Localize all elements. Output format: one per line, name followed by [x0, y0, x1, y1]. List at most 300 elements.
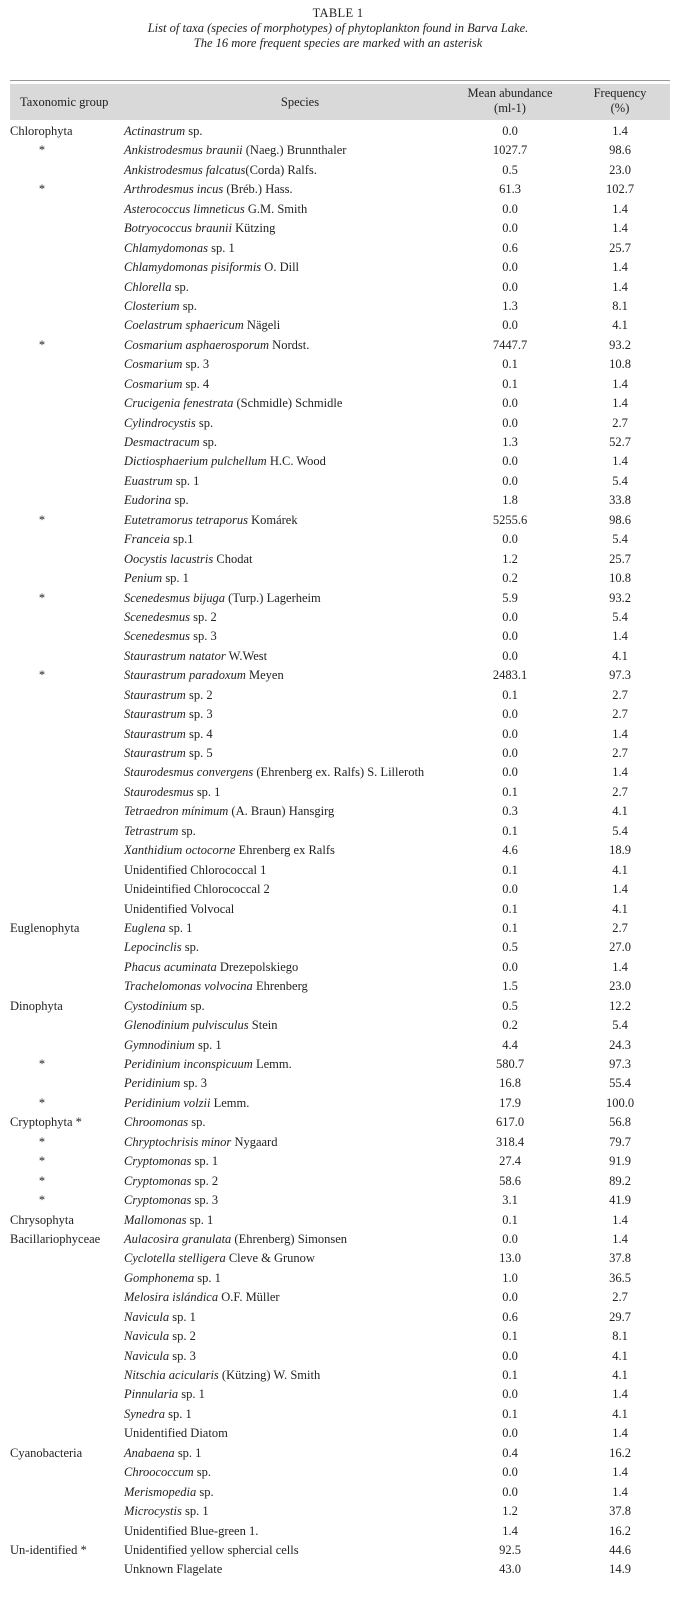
table-row — [10, 1463, 670, 1482]
frequency-cell: 24.3 — [609, 1037, 631, 1052]
species-authority: sp. 2 — [189, 609, 217, 624]
species-authority: sp. — [185, 124, 203, 138]
table-row — [10, 1385, 670, 1404]
species-authority: sp. 1 — [194, 1270, 221, 1285]
frequency-cell: 1.4 — [612, 629, 628, 644]
species-cell — [124, 1055, 292, 1074]
species-authority: Lemm. — [210, 1095, 250, 1110]
frequency-cell: 25.7 — [609, 240, 631, 255]
table-row — [10, 258, 670, 277]
species-authority: Chodat — [213, 551, 253, 566]
table-row — [10, 200, 670, 219]
species-cell — [124, 200, 307, 219]
frequent-species-marker: * — [38, 337, 46, 352]
taxonomic-group-cell: Chlorophyta — [10, 124, 73, 138]
species-italic-name: Desmactracum — [124, 435, 200, 449]
frequency-cell: 29.7 — [609, 1309, 631, 1324]
frequency-cell: 37.8 — [609, 1251, 631, 1266]
table-row — [10, 511, 670, 530]
species-cell — [124, 686, 213, 705]
frequency-cell: 1.4 — [612, 959, 628, 974]
species-authority: sp. 1 — [169, 1309, 196, 1324]
species-italic-name: Penium — [124, 571, 163, 586]
species-authority: (Kützing) W. Smith — [218, 1368, 321, 1382]
frequency-cell: 1.4 — [612, 726, 628, 741]
species-authority: Komárek — [247, 512, 298, 527]
mean-abundance-cell: 0.0 — [502, 648, 518, 663]
species-cell — [124, 919, 192, 938]
table-row — [10, 1522, 670, 1541]
species-cell — [124, 491, 189, 510]
species-italic-name: Chroomonas — [124, 1115, 189, 1130]
mean-abundance-cell: 1.3 — [502, 298, 518, 313]
table-row — [10, 802, 670, 821]
mean-abundance-cell: 0.5 — [502, 940, 518, 955]
table-row — [10, 1152, 670, 1171]
mean-abundance-cell: 1.2 — [502, 1504, 518, 1519]
species-italic-name: Mallomonas — [124, 1212, 187, 1227]
frequent-species-marker: * — [38, 1095, 46, 1110]
species-authority: sp. — [181, 940, 200, 955]
mean-abundance-cell: 1.8 — [502, 493, 518, 508]
frequency-cell: 2.7 — [612, 784, 628, 799]
table-row — [10, 569, 670, 588]
species-cell — [124, 511, 298, 530]
taxonomic-group-cell: Un-identified * — [10, 1542, 87, 1557]
species-italic-name: Staurastrum paradoxum — [124, 668, 246, 683]
frequency-cell: 2.7 — [612, 920, 628, 935]
species-cell — [124, 1249, 315, 1268]
species-italic-name: Anabaena — [124, 1445, 175, 1460]
mean-abundance-cell: 5255.6 — [492, 512, 528, 527]
table-row — [10, 958, 670, 977]
mean-abundance-cell: 318.4 — [495, 1134, 525, 1149]
frequency-cell: 1.4 — [612, 765, 628, 780]
species-italic-name: Cosmarium — [124, 357, 183, 372]
species-cell — [124, 783, 220, 802]
mean-abundance-cell: 0.0 — [502, 1387, 518, 1402]
species-authority: sp. 1 — [191, 1154, 219, 1169]
header-mean-abundance — [465, 86, 555, 116]
species-authority: sp. 1 — [162, 571, 189, 586]
frequency-cell: 2.7 — [612, 707, 628, 722]
species-italic-name: Cystodinium — [124, 998, 188, 1013]
table-row — [10, 1560, 670, 1579]
mean-abundance-cell: 2483.1 — [492, 668, 528, 683]
species-authority: Ehrenberg — [252, 979, 308, 994]
taxonomic-group-cell: Chrysophyta — [10, 1212, 74, 1227]
species-cell — [124, 414, 213, 433]
frequent-species-marker: * — [38, 1134, 46, 1149]
frequency-cell: 1.4 — [612, 1387, 628, 1402]
mean-abundance-cell: 617.0 — [495, 1115, 525, 1130]
species-cell — [124, 1172, 218, 1191]
species-cell — [124, 1094, 249, 1113]
table-row — [10, 647, 670, 666]
species-italic-name: Melosira islándica — [124, 1290, 219, 1305]
frequent-species-marker: * — [38, 1173, 46, 1188]
species-cell — [124, 958, 298, 977]
species-authority: (Schmidle) Schmidle — [233, 396, 343, 411]
species-cell — [124, 452, 326, 471]
header-frequency — [570, 86, 670, 116]
species-italic-name: Arthrodesmus incus — [124, 182, 224, 197]
species-cell — [124, 550, 252, 569]
species-cell — [124, 938, 199, 957]
table-row — [10, 841, 670, 860]
species-italic-name: Chryptochrisis minor — [124, 1134, 232, 1149]
species-cell — [124, 841, 335, 860]
species-italic-name: Staurodesmus convergens — [124, 765, 254, 780]
frequency-cell: 1.4 — [612, 221, 628, 236]
species-cell — [124, 180, 293, 199]
mean-abundance-cell: 0.0 — [502, 396, 518, 411]
frequency-cell: 2.7 — [612, 746, 628, 760]
table-row — [10, 1366, 670, 1385]
table-row — [10, 938, 670, 957]
table-row — [10, 1288, 670, 1307]
frequency-cell: 55.4 — [609, 1076, 631, 1091]
mean-abundance-cell: 0.1 — [502, 1329, 518, 1344]
species-authority: sp. 1 — [164, 1406, 192, 1421]
table-row — [10, 705, 670, 724]
species-italic-name: Coelastrum sphaericum — [124, 318, 244, 333]
frequency-cell: 89.2 — [609, 1173, 631, 1188]
species-italic-name: Gomphonema — [124, 1270, 195, 1285]
mean-abundance-cell: 0.1 — [502, 901, 518, 916]
frequency-cell: 16.2 — [609, 1523, 631, 1538]
species-italic-name: Euglena — [124, 920, 166, 935]
frequent-species-marker: * — [38, 590, 46, 605]
frequency-cell: 1.4 — [612, 1231, 628, 1246]
frequency-cell: 1.4 — [612, 376, 628, 391]
frequency-cell: 1.4 — [612, 1484, 628, 1499]
table-row — [10, 1133, 670, 1152]
table-row — [10, 822, 670, 841]
mean-abundance-cell: 0.5 — [502, 998, 518, 1013]
species-authority: Unidentified yellow sphercial cells — [124, 1542, 299, 1557]
species-italic-name: Glenodinium pulvisculus — [124, 1018, 249, 1033]
table-row — [10, 900, 670, 919]
species-authority: O. Dill — [261, 260, 300, 275]
species-cell — [124, 705, 213, 724]
mean-abundance-cell: 92.5 — [499, 1542, 521, 1557]
species-authority: sp. 3 — [182, 357, 210, 372]
mean-abundance-cell: 1027.7 — [492, 143, 528, 158]
species-italic-name: Staurastrum — [124, 687, 186, 702]
mean-abundance-cell: 0.0 — [502, 473, 518, 488]
species-italic-name: Microcystis — [124, 1504, 182, 1519]
frequency-cell: 2.7 — [612, 687, 628, 702]
species-cell — [124, 627, 217, 646]
species-italic-name: Peridinium — [124, 1076, 181, 1091]
frequency-cell: 1.4 — [612, 260, 628, 275]
species-authority: Nygaard — [231, 1134, 278, 1149]
species-italic-name: Aulacosira granulata — [124, 1231, 232, 1246]
frequency-cell: 23.0 — [609, 979, 631, 994]
species-cell — [124, 1211, 213, 1230]
species-authority: Meyen — [245, 668, 284, 683]
mean-abundance-cell: 0.0 — [502, 1426, 518, 1441]
species-cell — [124, 258, 299, 277]
frequency-cell: 1.4 — [612, 396, 628, 411]
frequency-cell: 33.8 — [609, 493, 631, 508]
mean-abundance-cell: 1.5 — [502, 979, 518, 994]
table-row — [10, 375, 670, 394]
species-italic-name: Botryococcus braunii — [124, 221, 232, 236]
species-cell — [124, 880, 270, 899]
species-authority: sp. 1 — [178, 1387, 205, 1402]
species-authority: Unidentified Blue-green 1. — [124, 1523, 259, 1538]
species-cell — [124, 530, 193, 549]
table-row — [10, 219, 670, 238]
species-authority: sp. 3 — [180, 1076, 207, 1091]
species-authority: sp. — [195, 415, 214, 430]
frequency-cell: 98.6 — [609, 512, 631, 527]
mean-abundance-cell: 0.0 — [502, 726, 518, 741]
species-italic-name: Oocystis lacustris — [124, 551, 214, 566]
species-authority: G.M. Smith — [244, 201, 308, 216]
frequency-cell: 1.4 — [612, 882, 628, 897]
taxonomic-group-cell: Cryptophyta * — [10, 1115, 82, 1130]
frequency-cell: 10.8 — [609, 571, 631, 586]
mean-abundance-cell: 0.1 — [502, 357, 518, 372]
table-row — [10, 141, 670, 160]
species-cell — [124, 1133, 277, 1152]
species-cell — [124, 997, 205, 1016]
species-italic-name: Trachelomonas volvocina — [124, 979, 253, 994]
species-authority: sp. 2 — [169, 1329, 196, 1344]
table-row — [10, 1016, 670, 1035]
species-authority: Unideintified Chlorococcal 2 — [124, 882, 270, 897]
mean-abundance-cell: 0.0 — [502, 415, 518, 430]
table-row — [10, 861, 670, 880]
species-italic-name: Cosmarium — [124, 376, 183, 391]
species-authority: Lemm. — [252, 1057, 292, 1071]
species-cell — [124, 1560, 222, 1579]
species-cell — [124, 219, 275, 238]
species-cell — [124, 647, 267, 666]
mean-abundance-cell: 7447.7 — [492, 337, 528, 352]
species-authority: sp.1 — [169, 532, 194, 547]
table-row — [10, 1424, 670, 1443]
species-authority: sp. 1 — [174, 1445, 202, 1460]
species-cell — [124, 1230, 347, 1249]
species-italic-name: Staurastrum natator — [124, 648, 226, 663]
table-row — [10, 452, 670, 471]
table-row — [10, 919, 670, 938]
mean-abundance-cell: 0.0 — [502, 454, 518, 469]
header-mean-abundance-line2: (ml-1) — [494, 101, 526, 115]
species-italic-name: Staurastrum — [124, 746, 186, 760]
species-cell — [124, 1444, 201, 1463]
table-row — [10, 278, 670, 297]
species-italic-name: Cryptomonas — [124, 1154, 192, 1169]
taxonomic-group-cell: Dinophyta — [10, 998, 63, 1013]
table-row — [10, 1327, 670, 1346]
frequency-cell: 41.9 — [609, 1193, 631, 1208]
species-cell — [124, 802, 334, 821]
mean-abundance-cell: 3.1 — [502, 1193, 518, 1208]
species-authority: (Ehrenberg) Simonsen — [231, 1231, 348, 1246]
table-row — [10, 627, 670, 646]
frequency-cell: 12.2 — [609, 998, 631, 1013]
species-italic-name: Cryptomonas — [124, 1193, 192, 1208]
frequent-species-marker: * — [38, 143, 46, 158]
table-label: TABLE 1 — [312, 6, 364, 20]
species-cell — [124, 161, 317, 180]
mean-abundance-cell: 0.0 — [502, 746, 518, 760]
table-row — [10, 666, 670, 685]
species-authority: sp. — [179, 298, 197, 313]
table-row — [10, 472, 670, 491]
table-row — [10, 763, 670, 782]
species-cell — [124, 141, 346, 160]
table-row — [10, 1036, 670, 1055]
table-row — [10, 608, 670, 627]
species-cell — [124, 394, 342, 413]
mean-abundance-cell: 0.0 — [502, 882, 518, 897]
mean-abundance-cell: 0.2 — [502, 571, 518, 586]
frequency-cell: 5.4 — [612, 823, 628, 838]
table-row — [10, 1541, 670, 1560]
frequency-cell: 4.1 — [612, 862, 628, 877]
species-cell — [124, 1152, 218, 1171]
species-cell — [124, 1463, 211, 1482]
table-row — [10, 1230, 670, 1249]
species-cell — [124, 1522, 258, 1541]
table-row — [10, 744, 670, 763]
frequency-cell: 56.8 — [609, 1115, 631, 1130]
species-italic-name: Chlorella — [124, 279, 172, 294]
frequency-cell: 4.1 — [612, 648, 628, 663]
species-authority: (Naeg.) Brunnthaler — [242, 143, 347, 158]
species-italic-name: Scenedesmus — [124, 609, 190, 624]
mean-abundance-cell: 27.4 — [499, 1154, 521, 1169]
frequency-cell: 37.8 — [609, 1504, 631, 1519]
frequency-cell: 16.2 — [609, 1445, 631, 1460]
table-row — [10, 783, 670, 802]
frequency-cell: 14.9 — [609, 1562, 631, 1577]
table-row — [10, 725, 670, 744]
table-row — [10, 1405, 670, 1424]
species-cell — [124, 1347, 196, 1366]
species-italic-name: Asterococcus limneticus — [124, 201, 245, 216]
table-body — [10, 122, 670, 1580]
species-cell — [124, 297, 197, 316]
table-row — [10, 977, 670, 996]
frequency-cell: 4.1 — [612, 1406, 628, 1421]
species-authority: (Ehrenberg ex. Ralfs) S. Lilleroth — [253, 765, 425, 780]
header-frequency-line1: Frequency — [593, 86, 647, 100]
species-authority: Stein — [248, 1018, 278, 1033]
species-authority: sp. — [188, 1115, 206, 1130]
frequency-cell: 98.6 — [609, 143, 631, 158]
species-authority: sp. 1 — [208, 240, 235, 255]
frequent-species-marker: * — [38, 1057, 46, 1071]
species-italic-name: Ankistrodesmus braunii — [124, 143, 243, 158]
species-cell — [124, 316, 280, 335]
species-cell — [124, 375, 209, 394]
mean-abundance-cell: 0.1 — [502, 784, 518, 799]
frequency-cell: 1.4 — [612, 201, 628, 216]
species-italic-name: Actinastrum — [124, 124, 186, 138]
species-italic-name: Chroococcum — [124, 1465, 194, 1480]
species-italic-name: Staurodesmus — [124, 784, 194, 799]
species-authority: sp. — [171, 493, 189, 508]
mean-abundance-cell: 1.4 — [502, 1523, 518, 1538]
species-italic-name: Navicula — [124, 1309, 170, 1324]
mean-abundance-cell: 0.1 — [502, 862, 518, 877]
mean-abundance-cell: 13.0 — [499, 1251, 521, 1266]
frequency-cell: 2.7 — [612, 1290, 628, 1305]
species-authority: sp. 4 — [185, 726, 213, 741]
table-row — [10, 297, 670, 316]
header-mean-abundance-line1: Mean abundance — [467, 86, 553, 100]
frequent-species-marker: * — [38, 668, 46, 683]
species-italic-name: Tetraedron mínimum — [124, 804, 229, 819]
species-authority: Unidentified Diatom — [124, 1426, 228, 1441]
species-authority: Ehrenberg ex Ralfs — [235, 843, 335, 858]
species-cell — [124, 977, 308, 996]
species-authority: sp. 3 — [185, 707, 213, 722]
species-cell — [124, 1191, 218, 1210]
species-italic-name: Pinnularia — [124, 1387, 179, 1402]
species-cell — [124, 1366, 320, 1385]
mean-abundance-cell: 0.6 — [502, 240, 518, 255]
table-row — [10, 1191, 670, 1210]
species-italic-name: Crucigenia fenestrata — [124, 396, 234, 411]
table-row — [10, 1055, 670, 1074]
species-cell — [124, 744, 213, 763]
species-cell — [124, 589, 321, 608]
table-row — [10, 316, 670, 335]
species-cell — [124, 666, 284, 685]
table-row — [10, 1211, 670, 1230]
frequency-cell: 102.7 — [605, 182, 635, 197]
header-taxonomic-group: Taxonomic group — [20, 95, 109, 109]
table-row — [10, 880, 670, 899]
species-authority: sp. 2 — [191, 1173, 219, 1188]
frequency-cell: 2.7 — [612, 415, 628, 430]
species-italic-name: Peridinium inconspicuum — [124, 1057, 253, 1071]
mean-abundance-cell: 4.6 — [502, 843, 518, 858]
species-italic-name: Franceia — [124, 532, 170, 547]
species-authority: O.F. Müller — [218, 1290, 280, 1305]
species-authority: sp. 1 — [172, 473, 200, 488]
mean-abundance-cell: 16.8 — [499, 1076, 521, 1091]
species-cell — [124, 1385, 205, 1404]
species-authority: Nägeli — [243, 318, 281, 333]
species-italic-name: Closterium — [124, 298, 180, 313]
mean-abundance-cell: 0.1 — [502, 1368, 518, 1382]
species-authority: Cleve & Grunow — [225, 1251, 315, 1266]
header-frequency-line2: (%) — [610, 101, 630, 115]
species-italic-name: Scenedesmus bijuga — [124, 590, 226, 605]
frequency-cell: 4.1 — [612, 318, 628, 333]
species-cell — [124, 763, 424, 782]
frequency-cell: 4.1 — [612, 901, 628, 916]
table-page — [0, 6, 676, 1623]
species-cell — [124, 1036, 222, 1055]
frequency-cell: 8.1 — [612, 1329, 628, 1344]
species-authority: H.C. Wood — [266, 454, 326, 469]
mean-abundance-cell: 1.2 — [502, 551, 518, 566]
species-authority: sp. 4 — [182, 376, 210, 391]
mean-abundance-cell: 0.0 — [502, 707, 518, 722]
frequent-species-marker: * — [38, 182, 46, 197]
mean-abundance-cell: 0.3 — [502, 804, 518, 819]
